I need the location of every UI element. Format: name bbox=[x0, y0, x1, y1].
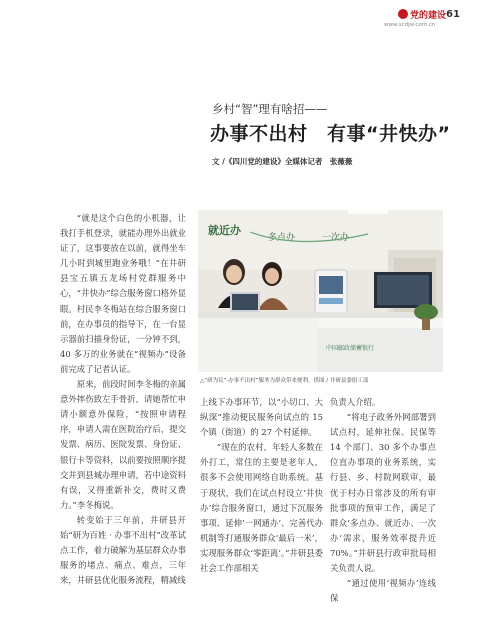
body-column-3 bbox=[330, 395, 436, 606]
paragraph: “将电子政务外网部署到试点村，延伸社保、民保等 14 个部门、30 多个办事点位直办事项的业务系统，实行县、乡、村院网联审，最优于村办日常涉及的所有审批事项的预审工作，满足了群众‘多点办、就近办、一次办’需求，服务效率提升近 70%。”井研县行政审批局相关负责人说。 bbox=[330, 412, 436, 574]
paragraph: “就是这个白色的小机器，让我打手机登录，就能办理外出就业证了，这事要放在以前，就得坐车几小时到城里跑业务哦！”在井研县宝五镇五龙场村党群服务中心，“井快办”综合服务窗口格外显眼。村民李冬梅站在综合服务窗口前，在办事员的指导下，在一台显示器前扫描身份证，一分钟不到，40 多万的业务就在“视频办”设备前完成了记者认证。 bbox=[60, 213, 186, 374]
page-number: 61 bbox=[446, 9, 460, 20]
photo-caption: △“研为民”·办事不出村”服务为群众带来便利。供图 / 井研县委组工部 bbox=[200, 378, 369, 384]
wall-slogan-3: 一次办 bbox=[322, 233, 350, 243]
body-column-2 bbox=[200, 395, 323, 576]
logo-text: 党的建设 bbox=[410, 11, 447, 21]
paragraph: 转变始于三年前，井研县开始“研为百姓 · 办事不出村”改革试点工作，着力破解为基层群众办事服务的堵点、痛点、难点，三年来，井研县优化服务流程，精减线 bbox=[60, 514, 186, 586]
paragraph: “通过使用‘视频办’连线保 bbox=[330, 578, 436, 604]
paragraph: 负责人介绍。 bbox=[330, 397, 381, 407]
wall-slogan-2: 多点办 bbox=[268, 233, 296, 243]
paragraph: “现在的农村，年轻人多数在外打工，常住的主要是老年人，很多不会使用网络自助系统。基于现状，我们在试点村设立‘井快办’综合服务窗口，通过下沉服务事项、延伸‘一网通办’、完善代办机制等打通服务群众‘最后一米’，实现服务群众‘零距离’。”井研县委社会工作部相关 bbox=[200, 442, 323, 574]
party-emblem-icon bbox=[398, 9, 408, 19]
masthead-logo bbox=[398, 8, 447, 22]
article-byline: 文 /《四川党的建设》全媒体记者 张薇薇 bbox=[212, 157, 353, 166]
article-kicker: 乡村“智”理有啥招—— bbox=[212, 102, 328, 116]
paragraph: 上线下办事环节，以“小切口、大纵深”推动便民服务向试点的 15 个镇（街道）的 27 个村延伸。 bbox=[200, 397, 323, 438]
body-column-1 bbox=[60, 211, 186, 588]
service-center-photo bbox=[198, 210, 443, 372]
article-title: 办事不出村 有事“井快办” bbox=[210, 123, 451, 145]
paragraph: 原来，前段时间李冬梅的亲属意外摔伤致左手骨折，请她帮忙申请小额意外保险，“按照申请程序，申请人需在医院治疗后，提交发票、病历、医院发票、身份证、银行卡等资料，以前要按照顺序提交并到县城办理申请，若中途资料有误，又得重新补交，费时又费力。”李冬梅说。 bbox=[60, 379, 186, 510]
wall-slogan-1: 就近办 bbox=[208, 224, 241, 237]
photo-scene bbox=[198, 210, 443, 372]
site-url: www.scdjw.com.cn bbox=[384, 22, 436, 28]
counter-sign: 中国邮政储蓄银行 bbox=[326, 345, 375, 352]
